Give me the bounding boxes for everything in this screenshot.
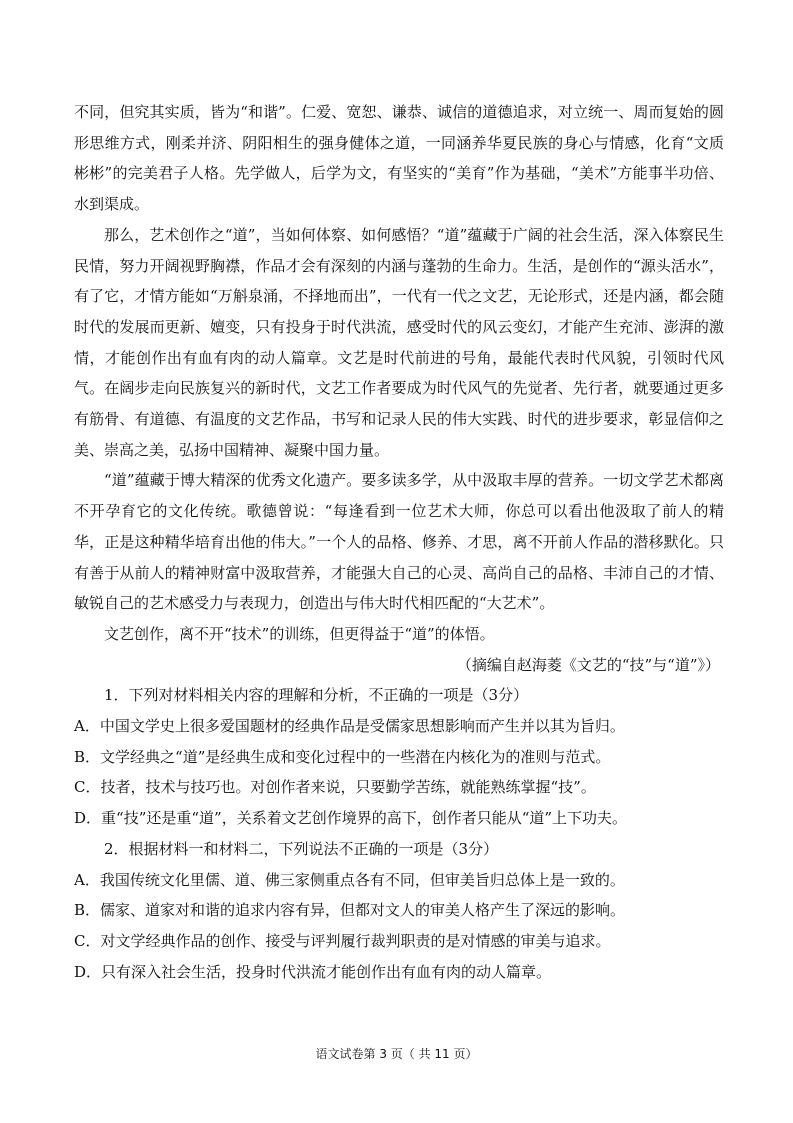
question-1-option-a: A．中国文学史上很多爱国题材的经典作品是受儒家思想影响而产生并以其为旨归。 xyxy=(74,717,625,736)
page-footer: 语文试卷第 3 页（ 共 11 页） xyxy=(315,1047,478,1061)
question-1-option-c: C．技者，技术与技巧也。对创作者来说，只要勤学苦练，就能熟练掌握“技”。 xyxy=(74,778,596,797)
question-1-option-d: D．重“技”还是重“道”，关系着文艺创作境界的高下，创作者只能从“道”上下功夫。 xyxy=(74,809,628,828)
passage-paragraph-1: 不同，但究其实质，皆为“和谐”。仁爱、宽恕、谦恭、诚信的道德追求，对立统一、周而复始的圆形思维方式，刚柔并济、阴阳相生的强身健体之道，一同涵养华夏民族的身心与情感，化育“文质彬彬”的完美君子人格。先学做人，后学为文，有坚实的“美育”作为基础，“美术”方能事半功倍、水到渠成。 xyxy=(74,103,724,214)
question-1-stem: 1．下列对材料相关内容的理解和分析，不正确的一项是（3分） xyxy=(104,686,529,705)
question-2-stem: 2．根据材料一和材料二，下列说法不正确的一项是（3分） xyxy=(104,839,499,858)
passage-paragraph-3: “道”蕴藏于博大精深的优秀文化遗产。要多读多学，从中汲取丰厚的营养。一切文学艺术都离不开孕育它的文化传统。歌德曾说：“每逢看到一位艺术大师，你总可以看出他汲取了前人的精华，正是这种精华培育出他的伟大。”一个人的品格、修养、才思，离不开前人作品的潜移默化。只有善于从前人的精神财富中汲取营养，才能强大自己的心灵、高尚自己的品格、丰沛自己的才情、敏锐自己的艺术感受力与表现力，创造出与伟大时代相匹配的“大艺术”。 xyxy=(74,471,724,613)
question-1-option-b: B．文学经典之“道”是经典生成和变化过程中的一些潜在内核化为的准则与范式。 xyxy=(74,747,611,766)
question-2-option-d: D．只有深入社会生活，投身时代洪流才能创作出有血有肉的动人篇章。 xyxy=(74,962,552,981)
question-2-option-c: C．对文学经典作品的创作、接受与评判履行裁判职责的是对情感的审美与追求。 xyxy=(74,931,611,950)
passage-paragraph-4: 文艺创作，离不开“技术”的训练，但更得益于“道”的体悟。 xyxy=(104,624,495,643)
passage-source: （摘编自赵海菱《文艺的“技”与“道”》） xyxy=(456,655,720,674)
question-2-option-a: A．我国传统文化里儒、道、佛三家侧重点各有不同，但审美旨归总体上是一致的。 xyxy=(74,870,625,889)
passage-paragraph-2: 那么，艺术创作之“道”，当如何体察、如何感悟？“道”蕴藏于广阔的社会生活，深入体察民生民情，努力开阔视野胸襟，作品才会有深刻的内涵与蓬勃的生命力。生活，是创作的“源头活水”，有了它，才情方能如“万斛泉涌，不择地而出”，一代有一代之文艺，无论形式，还是内涵，都会随时代的发展而更新、嬗变，只有投身于时代洪流，感受时代的风云变幻，才能产生充沛、澎湃的激情，才能创作出有血有肉的动人篇章。文艺是时代前进的号角，最能代表时代风貌，引领时代风气。在阔步走向民族复兴的新时代，文艺工作者要成为时代风气的先觉者、先行者，就要通过更多有筋骨、有道德、有温度的文艺作品，书写和记录人民的伟大实践、时代的进步要求，彰显信仰之美、崇高之美，弘扬中国精神、凝聚中国力量。 xyxy=(74,225,724,459)
question-2-option-b: B．儒家、道家对和谐的追求内容有异，但都对文人的审美人格产生了深远的影响。 xyxy=(74,901,626,920)
page-content xyxy=(74,97,724,987)
